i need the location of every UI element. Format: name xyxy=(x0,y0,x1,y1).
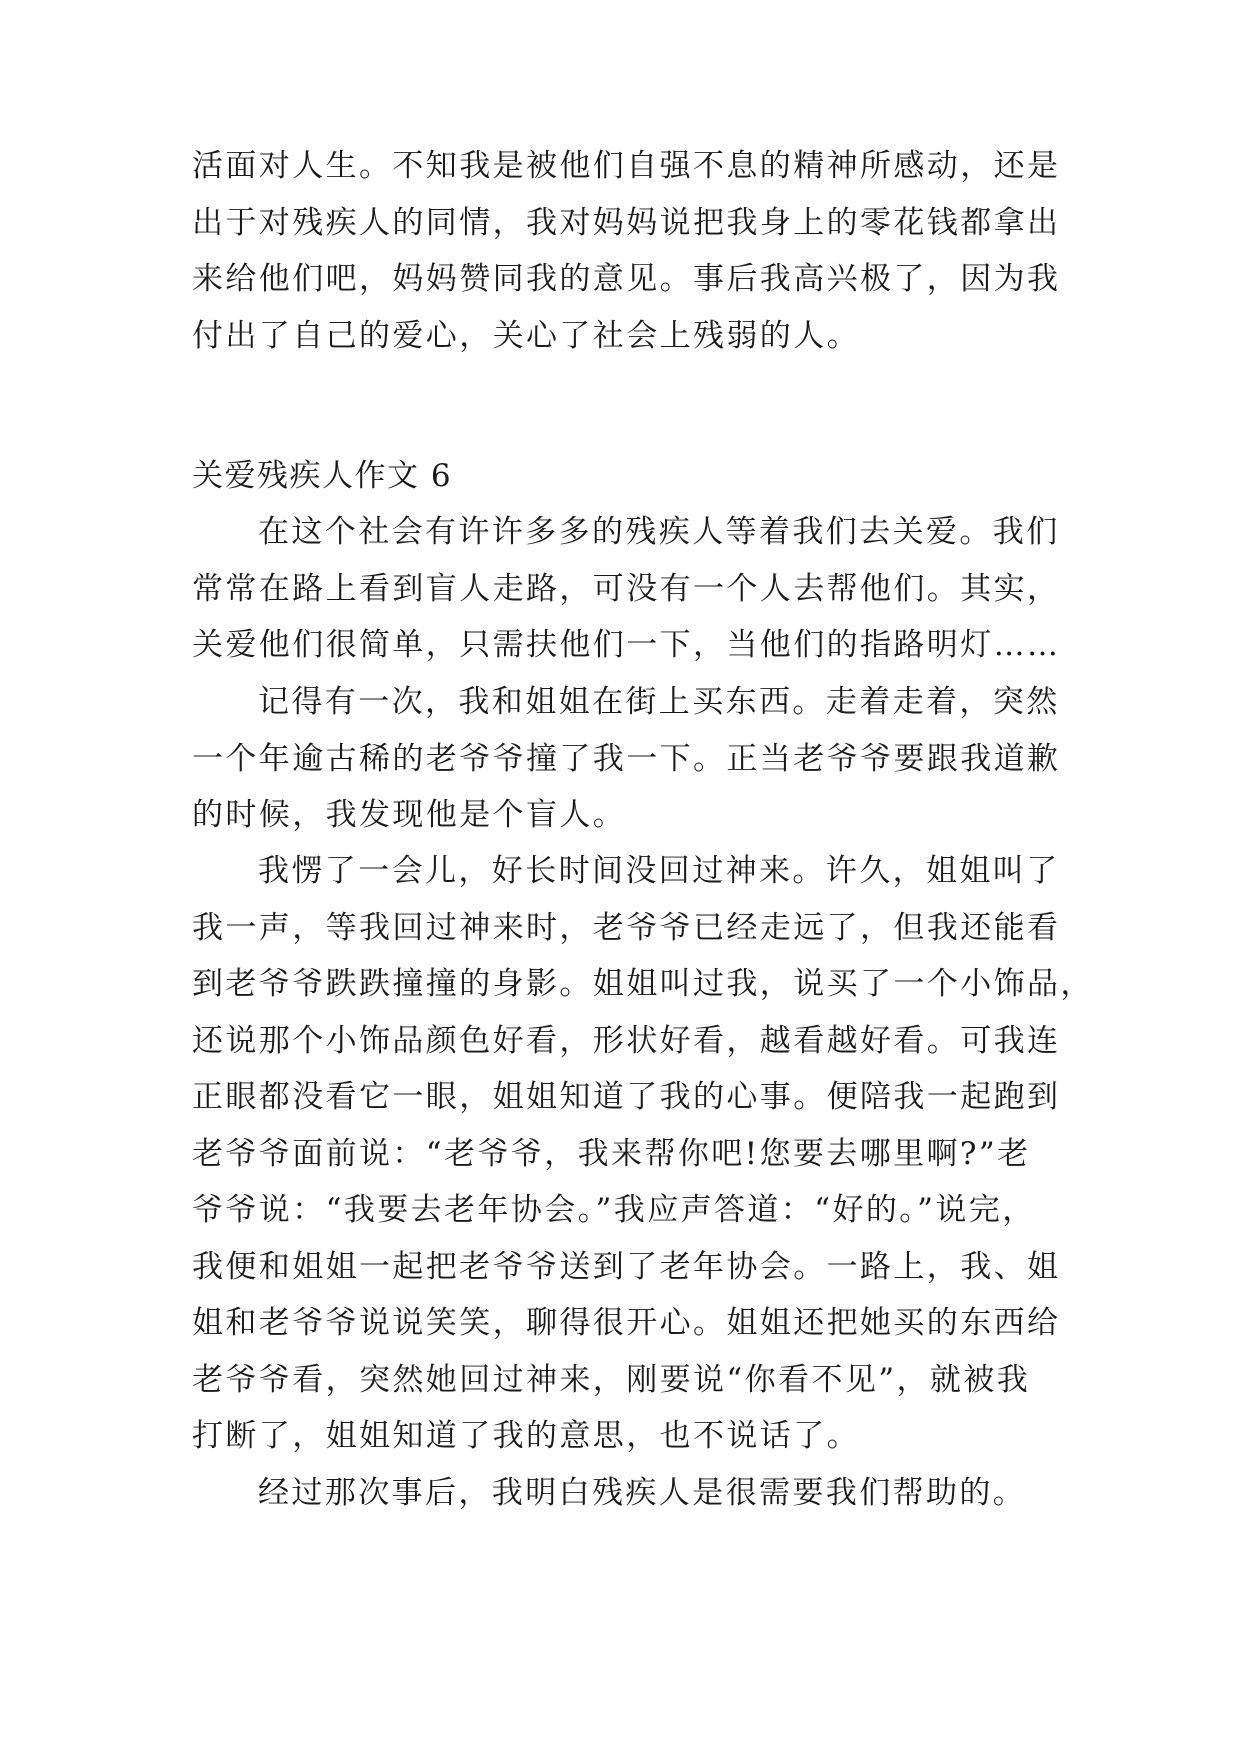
paragraph-line: 的时候，我发现他是个盲人。 xyxy=(192,797,627,833)
paragraph-3 xyxy=(192,843,1094,1465)
paragraph-line: 我便和姐姐一起把老爷爷送到了老年协会。一路上，我、姐 xyxy=(192,1248,1061,1285)
paragraph-line: 我一声，等我回过神来时，老爷爷已经走远了，但我还能看 xyxy=(192,909,1061,946)
paragraph-line: 出于对残疾人的同情，我对妈妈说把我身上的零花钱都拿出 xyxy=(192,204,1061,241)
paragraph-line: 姐和老爷爷说说笑笑，聊得很开心。姐姐还把她买的东西给 xyxy=(192,1305,1061,1341)
section-title: 关爱残疾人作文 6 xyxy=(192,458,453,494)
paragraph-line: 还说那个小饰品颜色好看，形状好看，越看越好看。可我连 xyxy=(192,1022,1061,1059)
paragraph-line: 活面对人生。不知我是被他们自强不息的精神所感动，还是 xyxy=(192,148,1061,184)
paragraph-line: 在这个社会有许许多多的残疾人等着我们去关爱。我们 xyxy=(258,514,1060,550)
paragraph-line: 常常在路上看到盲人走路，可没有一个人去帮他们。其实， xyxy=(192,570,1061,607)
paragraph-line: 打断了，姐姐知道了我的意思，也不说话了。 xyxy=(192,1418,860,1454)
paragraph-1 xyxy=(192,504,1061,674)
paragraph-2 xyxy=(192,674,1061,844)
paragraph-line: 正眼都没看它一眼，姐姐知道了我的心事。便陪我一起跑到 xyxy=(192,1079,1061,1115)
paragraph-line: 记得有一次，我和姐姐在街上买东西。走着走着，突然 xyxy=(258,684,1060,720)
paragraph-line: 到老爷爷跌跌撞撞的身影。姐姐叫过我，说买了一个小饰品， xyxy=(192,966,1094,1002)
paragraph-line: 关爱他们很简单，只需扶他们一下，当他们的指路明灯…… xyxy=(192,627,1061,663)
paragraph-line: 老爷爷看，突然她回过神来，刚要说“你看不见”，就被我 xyxy=(192,1361,1031,1398)
paragraph-line: 一个年逾古稀的老爷爷撞了我一下。正当老爷爷要跟我道歉 xyxy=(192,740,1061,777)
paragraph-line: 来给他们吧，妈妈赞同我的意见。事后我高兴极了，因为我 xyxy=(192,261,1061,297)
paragraph-line: 我愣了一会儿，好长时间没回过神来。许久，姐姐叫了 xyxy=(258,853,1060,889)
paragraph-line: 经过那次事后，我明白残疾人是很需要我们帮助的。 xyxy=(258,1475,1027,1511)
intro-paragraph xyxy=(192,138,1061,364)
paragraph-line: 老爷爷面前说：“老爷爷，我来帮你吧!您要去哪里啊?”老 xyxy=(192,1135,1031,1172)
paragraph-line: 付出了自己的爱心，关心了社会上残弱的人。 xyxy=(192,317,860,354)
paragraph-line: 爷爷说：“我要去老年协会。”我应声答道：“好的。”说完， xyxy=(192,1192,1036,1228)
paragraph-4 xyxy=(192,1465,1052,1522)
